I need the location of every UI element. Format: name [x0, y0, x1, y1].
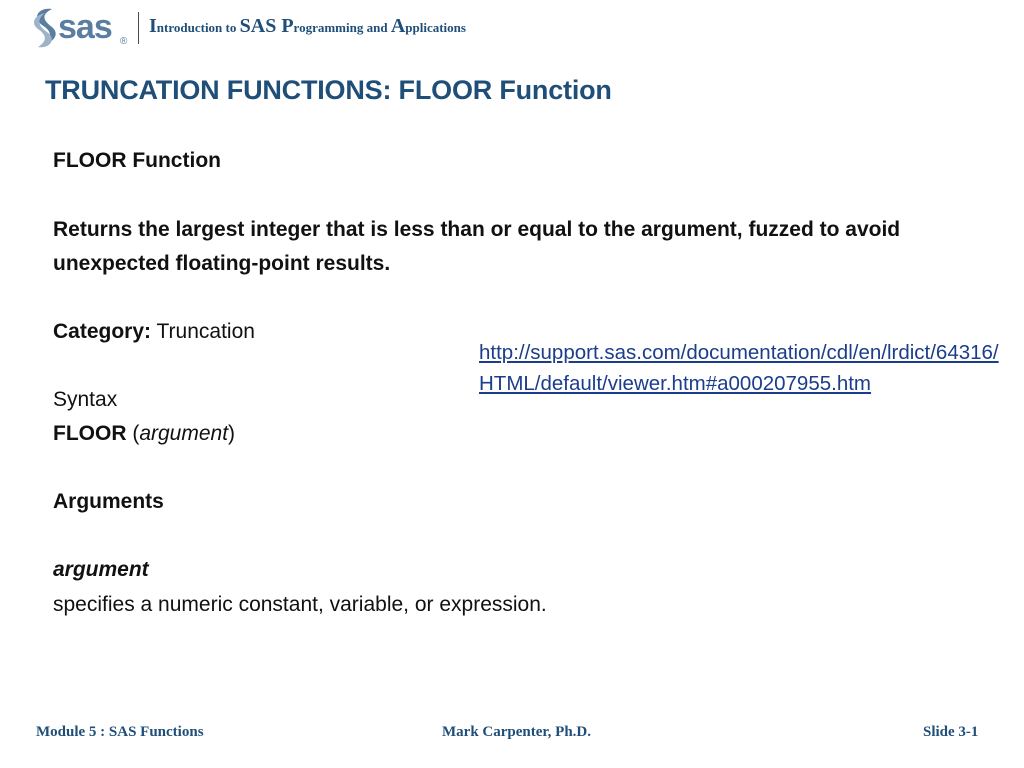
syntax-open-paren: ( [126, 422, 140, 445]
footer-author: Mark Carpenter, Ph.D. [442, 724, 592, 740]
function-heading: FLOOR Function [53, 149, 221, 172]
function-description: Returns the largest integer that is less than or equal to the argument, fuzzed to avoid unexpected floating-point results. [53, 218, 901, 275]
sas-s-logo-icon [30, 6, 60, 50]
header-divider [138, 12, 139, 44]
course-title-cap-a: A [390, 15, 406, 37]
arguments-heading: Arguments [53, 490, 164, 513]
course-title-part-1: ntroduction to [156, 20, 240, 35]
slide-header [0, 0, 1024, 58]
category-line [53, 315, 255, 349]
registered-mark: ® [120, 36, 128, 47]
category-label: Category: [53, 320, 152, 343]
argument-name: argument [53, 558, 149, 581]
syntax-function-name: FLOOR [53, 422, 127, 445]
footer-module: Module 5 : SAS Functions [36, 724, 204, 740]
course-title [149, 15, 466, 38]
course-title-part-3: pplications [405, 20, 466, 35]
footer-slide-number: Slide 3-1 [923, 724, 979, 740]
documentation-link[interactable]: http://support.sas.com/documentation/cdl/en/lrdict/64316/HTML/default/viewer.htm#a000207955.htm [479, 341, 999, 395]
syntax-line [53, 417, 235, 451]
sas-logo [30, 6, 126, 50]
slide-footer [0, 720, 1024, 750]
course-title-part-2: rogramming and [293, 20, 391, 35]
syntax-argument: argument [139, 422, 229, 445]
category-value: Truncation [151, 320, 255, 343]
course-title-cap-i: I [149, 15, 157, 37]
course-title-sas: SAS [239, 15, 282, 37]
argument-description: specifies a numeric constant, variable, or expression. [53, 593, 547, 616]
slide-title: TRUNCATION FUNCTIONS: FLOOR Function [45, 75, 612, 105]
syntax-close-paren: ) [228, 422, 236, 445]
syntax-label: Syntax [53, 388, 118, 411]
sas-logo-text: sas [58, 8, 112, 46]
course-title-cap-p: P [281, 15, 294, 37]
